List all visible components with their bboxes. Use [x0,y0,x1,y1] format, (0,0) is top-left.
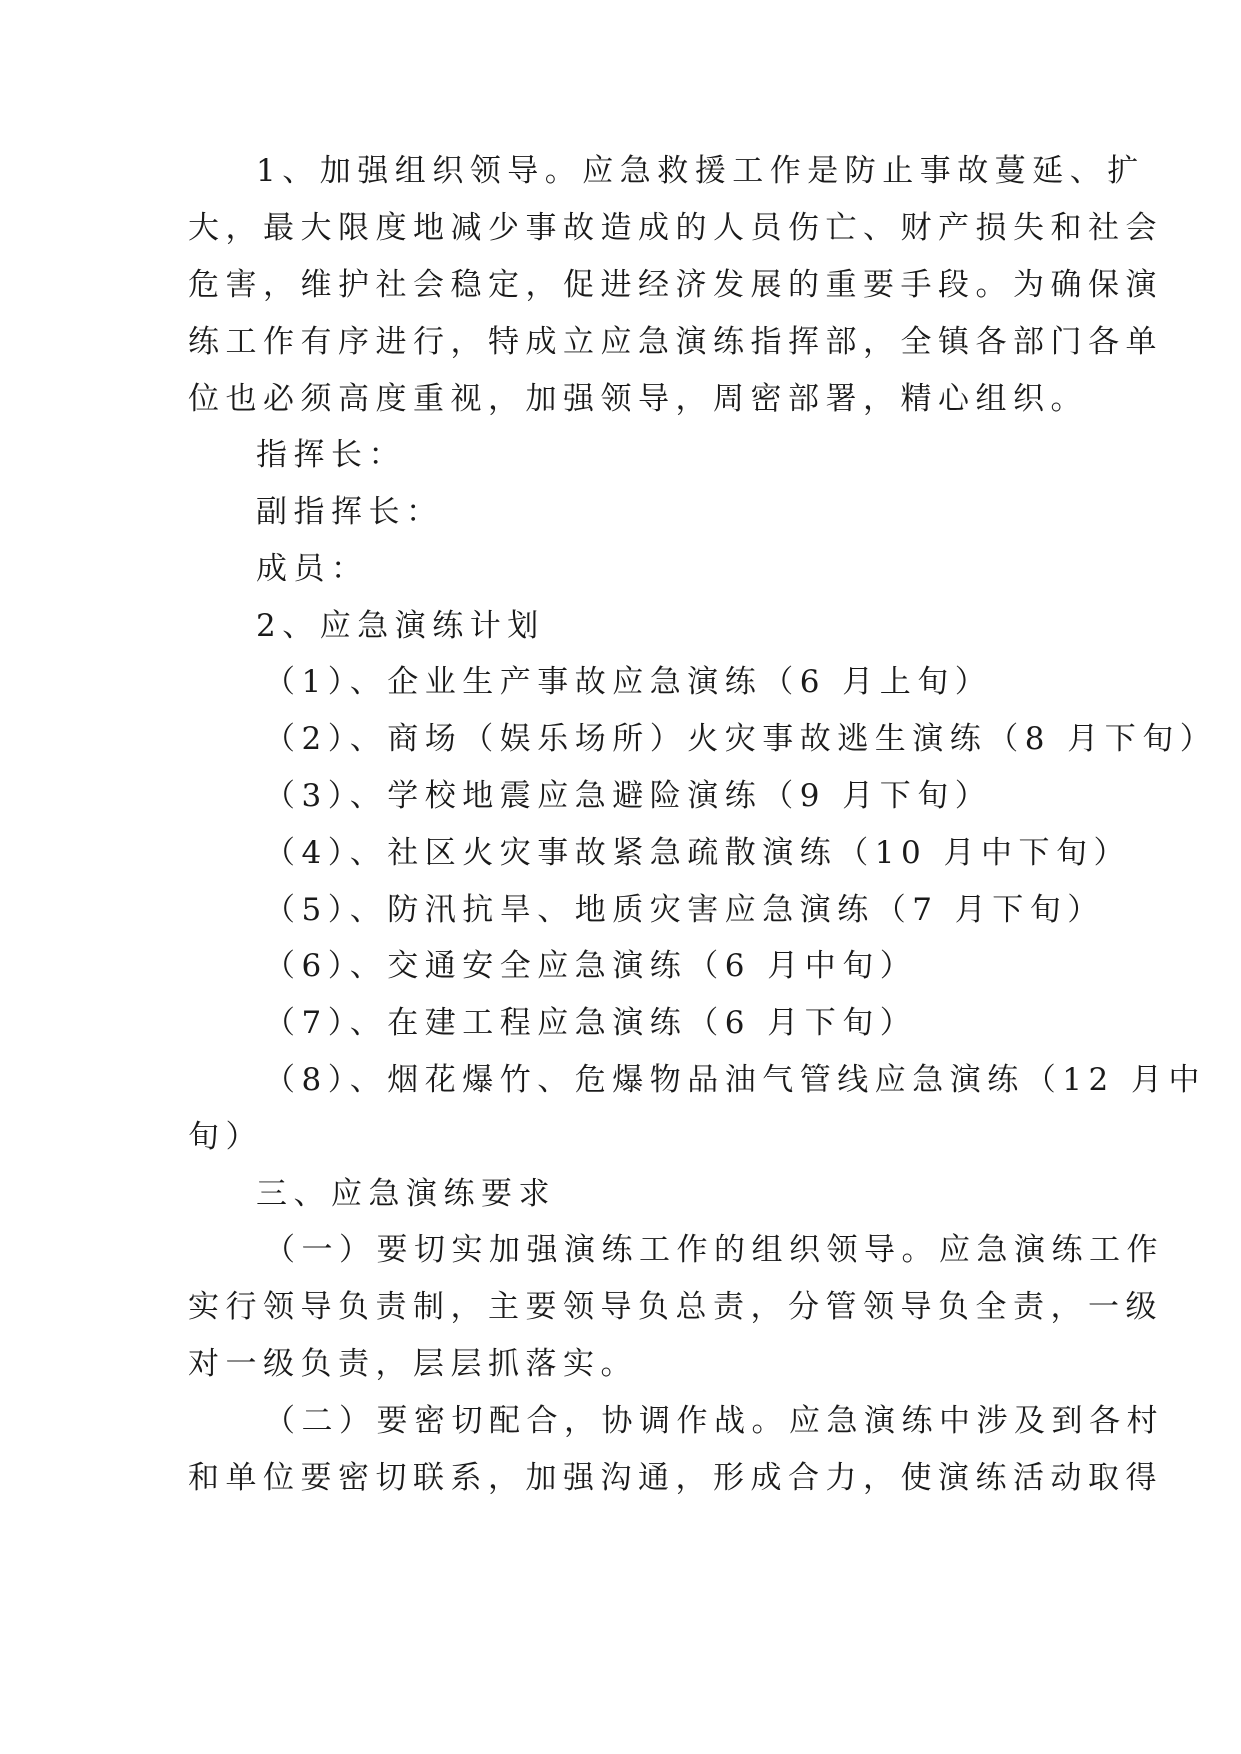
section-2-heading: 2、应急演练计划 [256,608,545,644]
plan-item-6: （6）、交通安全应急演练（6 月中旬） [264,948,918,984]
plan-item-7: （7）、在建工程应急演练（6 月下旬） [264,1005,918,1041]
plan-item-1: （1）、企业生产事故应急演练（6 月上旬） [264,664,993,700]
paragraph-1-line-2: 大，最大限度地减少事故造成的人员伤亡、财产损失和社会 [188,210,1163,246]
requirement-1-line-2: 实行领导负责制，主要领导负总责，分管领导负全责，一级 [188,1289,1163,1325]
paragraph-1-line-1: 1、加强组织领导。应急救援工作是防止事故蔓延、扩 [256,153,1145,189]
paragraph-1-line-3: 危害，维护社会稳定，促进经济发展的重要手段。为确保演 [188,267,1163,303]
paragraph-1-line-5: 位也必须高度重视，加强领导，周密部署，精心组织。 [188,381,1088,417]
requirement-2-line-2: 和单位要密切联系，加强沟通，形成合力，使演练活动取得 [188,1460,1163,1496]
paragraph-1-line-4: 练工作有序进行，特成立应急演练指挥部，全镇各部门各单 [188,324,1163,360]
deputy-commander-label: 副指挥长： [256,494,444,530]
section-3-heading: 三、应急演练要求 [256,1176,556,1212]
requirement-2-line-1: （二）要密切配合，协调作战。应急演练中涉及到各村 [264,1403,1164,1439]
commander-label: 指挥长： [256,437,406,473]
requirement-1-line-3: 对一级负责，层层抓落实。 [188,1346,638,1382]
requirement-1-line-1: （一）要切实加强演练工作的组织领导。应急演练工作 [264,1232,1164,1268]
plan-item-5: （5）、防汛抗旱、地质灾害应急演练（7 月下旬） [264,892,1105,928]
plan-item-8: （8）、烟花爆竹、危爆物品油气管线应急演练（12 月中 [264,1062,1207,1098]
plan-item-4: （4）、社区火灾事故紧急疏散演练（10 月中下旬） [264,835,1132,871]
plan-item-2: （2）、商场（娱乐场所）火灾事故逃生演练（8 月下旬） [264,721,1218,757]
members-label: 成员： [256,551,369,587]
plan-item-3: （3）、学校地震应急避险演练（9 月下旬） [264,778,993,814]
plan-item-8-continued: 旬） [188,1119,263,1155]
